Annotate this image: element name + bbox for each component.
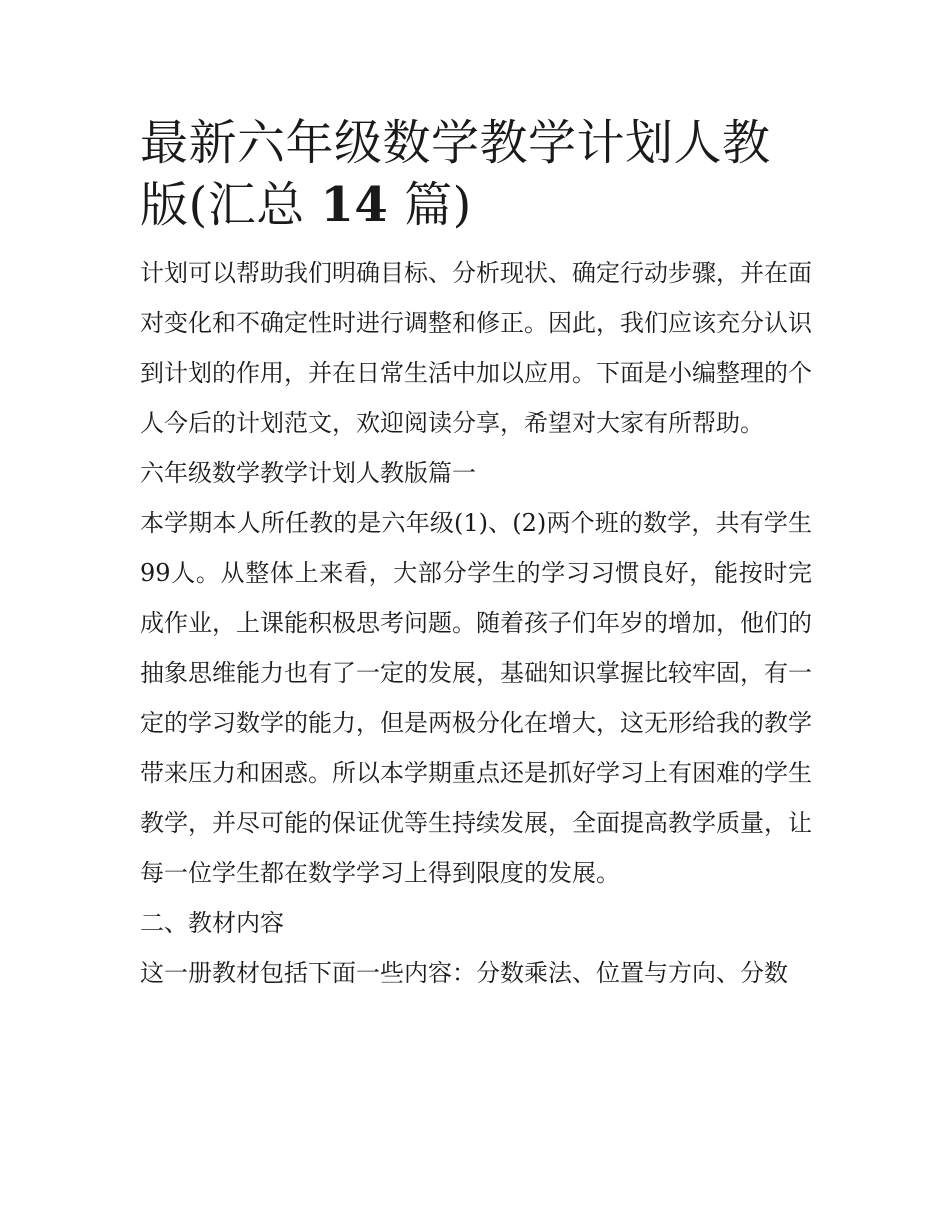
title-number: 14 — [320, 177, 389, 233]
document-body — [140, 248, 812, 998]
document-title — [140, 112, 812, 236]
title-text-part1: 最新六年级数学教学计划人教版(汇总 — [140, 115, 771, 233]
document-page — [140, 112, 812, 998]
section-heading-part-one: 六年级数学教学计划人教版篇一 — [140, 459, 476, 487]
title-text-part2: 篇) — [404, 177, 472, 233]
section-heading-textbook-content: 二、教材内容 — [140, 909, 284, 937]
intro-paragraph: 计划可以帮助我们明确目标、分析现状、确定行动步骤，并在面对变化和不确定性时进行调整和修正。因此，我们应该充分认识到计划的作用，并在日常生活中加以应用。下面是小编整理的个人今后的计划范文，欢迎阅读分享，希望对大家有所帮助。 — [140, 259, 812, 437]
textbook-content-paragraph: 这一册教材包括下面一些内容：分数乘法、位置与方向、分数 — [140, 959, 788, 987]
student-analysis-paragraph: 本学期本人所任教的是六年级(1)、(2)两个班的数学，共有学生99人。从整体上来看，大部分学生的学习习惯良好，能按时完成作业，上课能积极思考问题。随着孩子们年岁的增加，他们的抽象思维能力也有了一定的发展，基础知识掌握比较牢固，有一定的学习数学的能力，但是两极分化在增大，这无形给我的教学带来压力和困惑。所以本学期重点还是抓好学习上有困难的学生教学，并尽可能的保证优等生持续发展，全面提高教学质量，让每一位学生都在数学学习上得到限度的发展。 — [140, 509, 812, 887]
